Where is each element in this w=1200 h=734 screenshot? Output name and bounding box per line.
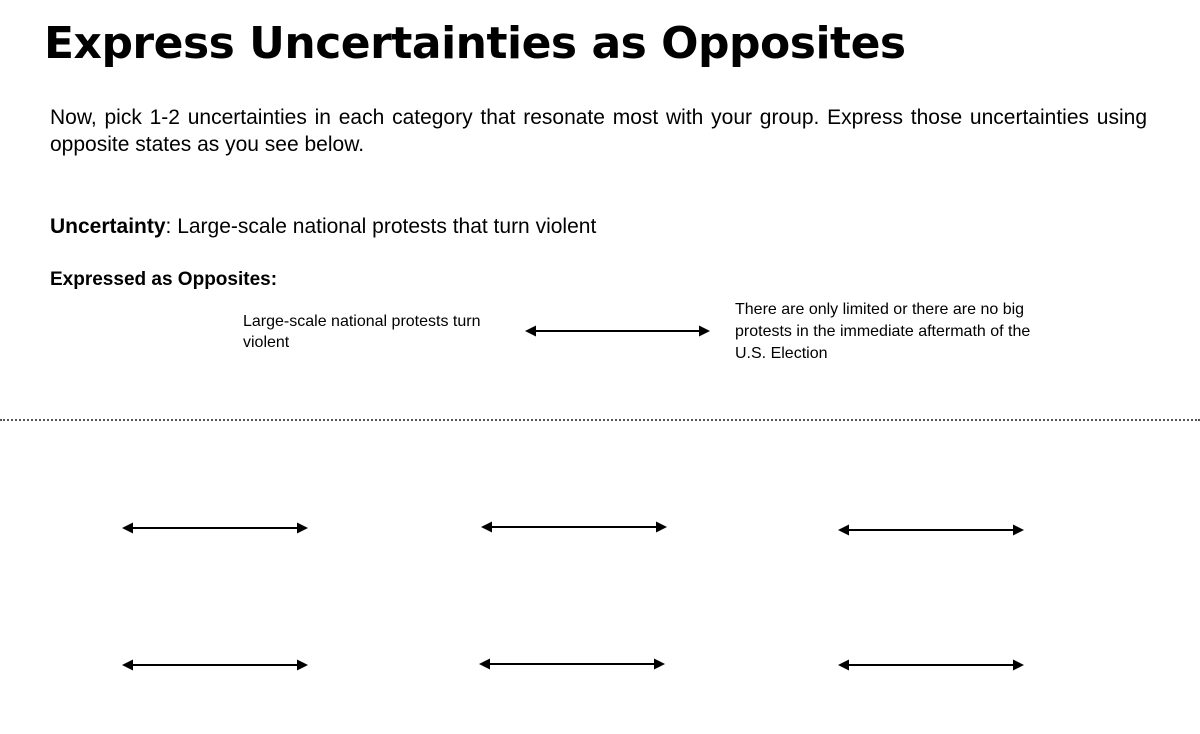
double-arrow-icon <box>838 656 1024 674</box>
uncertainty-label: Uncertainty <box>50 215 166 238</box>
double-arrow-icon <box>122 656 308 674</box>
double-arrow-icon <box>838 521 1024 539</box>
left-opposite-state: Large-scale national protests turn violent <box>243 313 481 351</box>
double-arrow-icon <box>525 322 710 340</box>
instructions-text: Now, pick 1-2 uncertainties in each category that resonate most with your group. Express those uncertainties using opposite states as you see below. <box>50 106 1147 156</box>
expressed-as-opposites-label: Expressed as Opposites: <box>50 269 278 290</box>
double-arrow-icon <box>479 655 665 673</box>
right-opposite-state: There are only limited or there are no big protests in the immediate aftermath of the U.S. Election <box>735 301 1031 362</box>
double-arrow-icon <box>122 519 308 537</box>
page-title: Express Uncertainties as Opposites <box>44 18 906 69</box>
example-uncertainty <box>50 213 596 240</box>
dotted-divider <box>0 419 1200 421</box>
uncertainty-text: : Large-scale national protests that turn violent <box>165 215 597 238</box>
double-arrow-icon <box>481 518 667 536</box>
